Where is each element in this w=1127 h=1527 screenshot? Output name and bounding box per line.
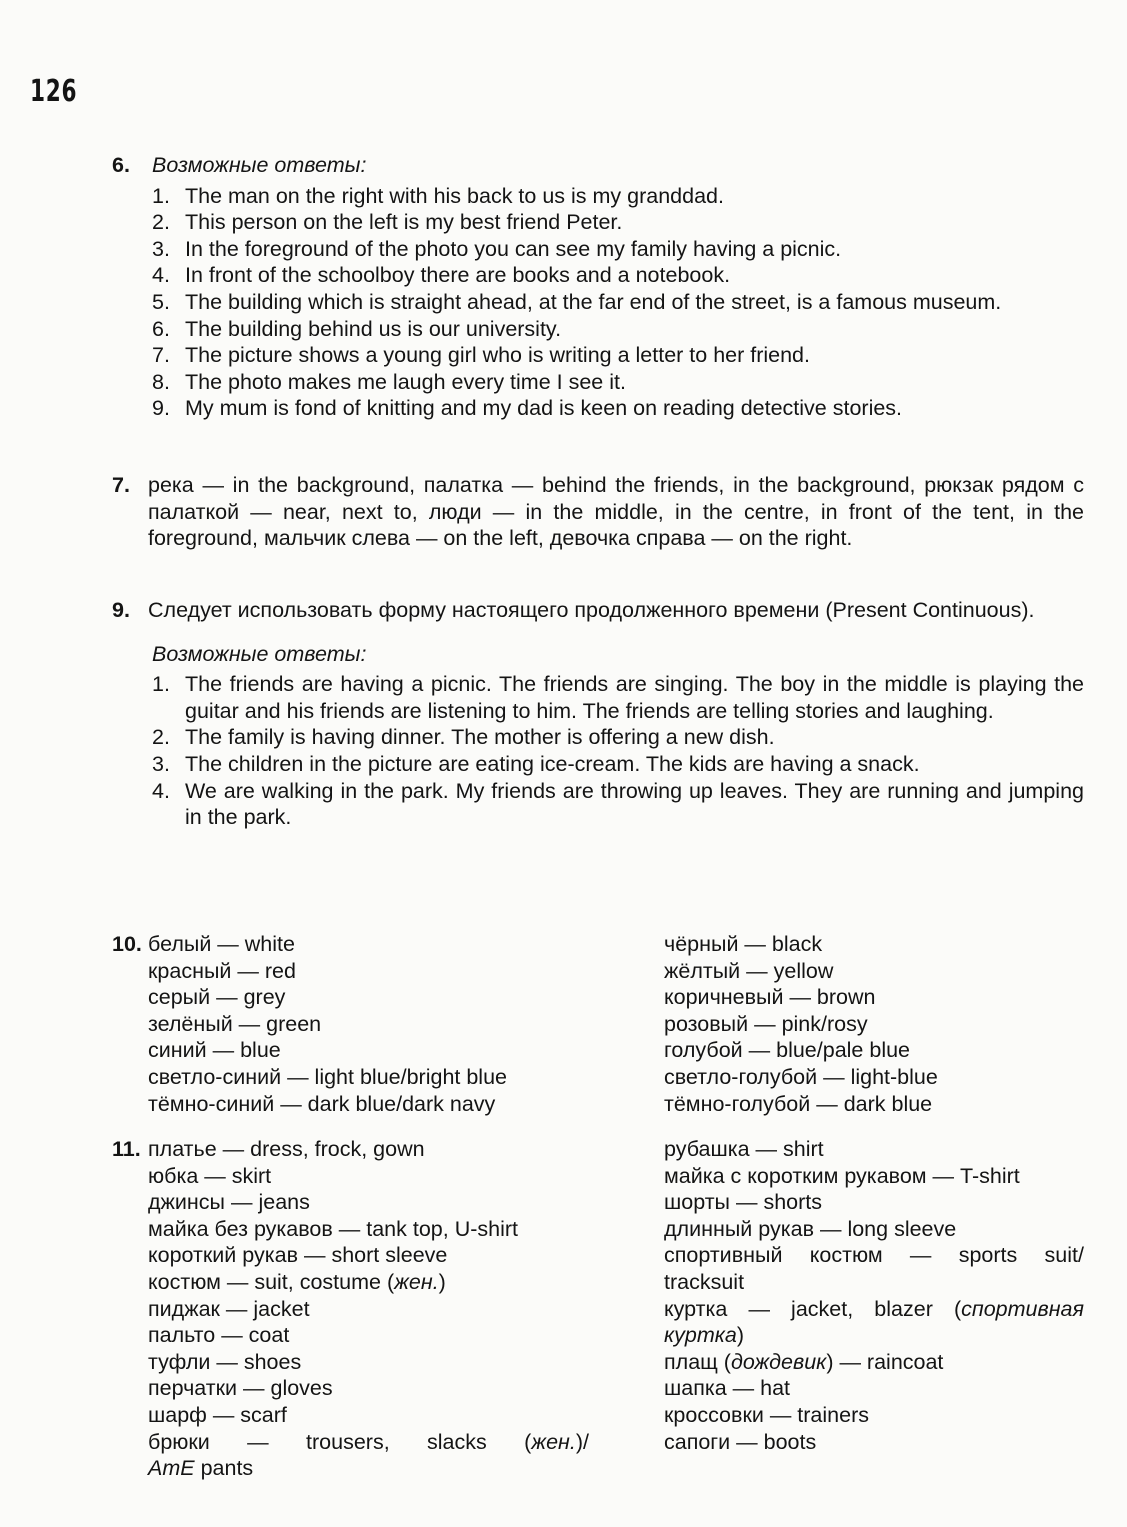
vocab-entry: джинсы — jeans — [148, 1190, 310, 1215]
answer-text: The children in the picture are eating ice-cream. The kids are having a snack. — [185, 751, 920, 776]
vocab-entry: голубой — blue/pale blue — [664, 1038, 911, 1063]
item-number: 3. — [152, 751, 170, 776]
answer-list — [148, 671, 1084, 831]
item-number: 1. — [152, 672, 170, 697]
answer-item — [148, 369, 1084, 396]
answer-item — [148, 289, 1084, 316]
vocab-entry: шапка — hat — [664, 1376, 791, 1401]
answer-item — [148, 395, 1084, 422]
vocab-entry: рубашка — shirt — [664, 1137, 824, 1161]
vocab-entry: шарф — scarf — [148, 1402, 287, 1427]
item-number: 2. — [152, 725, 170, 750]
vocab-entry: платье — dress, frock, gown — [148, 1137, 425, 1161]
vocab-entry: майка без рукавов — tank top, U-shirt — [148, 1216, 519, 1241]
vocab-entry: сапоги — boots — [664, 1429, 817, 1454]
item-number: 6. — [152, 316, 170, 341]
vocab-entry: чёрный — black — [664, 932, 823, 956]
item-number: 7. — [152, 343, 170, 368]
answer-item — [148, 316, 1084, 343]
item-number: 9. — [152, 396, 170, 421]
colors-right-column — [664, 931, 1084, 1117]
exercise-number: 6. — [112, 153, 130, 177]
answer-text: The family is having dinner. The mother is offering a new dish. — [185, 725, 775, 750]
clothes-right-column — [664, 1136, 1084, 1482]
item-number: 3. — [152, 236, 170, 261]
answer-text: This person on the left is my best friend Peter. — [185, 210, 623, 235]
item-number: 5. — [152, 289, 170, 314]
answer-text: The building behind us is our university. — [185, 316, 562, 341]
vocab-entry: туфли — shoes — [148, 1349, 302, 1374]
answer-list — [148, 183, 1084, 422]
answer-item — [148, 236, 1084, 263]
answer-item — [148, 671, 1084, 724]
item-number: 4. — [152, 263, 170, 288]
vocab-entry: пиджак — jacket — [148, 1296, 310, 1321]
vocab-entry: тёмно-синий — dark blue/dark navy — [148, 1091, 496, 1116]
vocab-entry: костюм — suit, costume (жен.) — [148, 1269, 446, 1294]
exercise-intro: Следует использовать форму настоящего продолженного времени (Present Continuous). — [148, 598, 1035, 622]
vocab-entry: куртка — jacket, blazer (спортивная куртка) — [664, 1296, 1084, 1348]
vocab-entry: брюки — trousers, slacks (жен.)/ — [148, 1429, 589, 1454]
clothes-left-column — [148, 1136, 664, 1482]
exercise-number: 10. — [112, 932, 142, 956]
answer-text: The man on the right with his back to us is my granddad. — [185, 183, 724, 208]
answer-text: My mum is fond of knitting and my dad is keen on reading detective stories. — [185, 396, 903, 421]
exercise-number: 9. — [112, 598, 130, 622]
exercise-text: река — in the background, палатка — behind the friends, in the background, рюкзак рядом с палаткой — near, next to, люди — in the middle, in the centre, in front of the tent, in the foreground, мальчик слева — on the left, девочка справа — on the right. — [148, 473, 1084, 551]
vocab-entry: красный — red — [148, 958, 296, 983]
page-number: 126 — [30, 74, 78, 109]
vocab-entry: шорты — shorts — [664, 1190, 822, 1215]
answer-item — [148, 724, 1084, 751]
answer-text: In the foreground of the photo you can see my family having a picnic. — [185, 236, 842, 261]
answer-item — [148, 209, 1084, 236]
item-number: 1. — [152, 183, 170, 208]
exercise-10 — [112, 931, 1084, 1117]
answer-text: We are walking in the park. My friends are throwing up leaves. They are running and jumping in the park. — [185, 778, 1084, 830]
vocab-entry: светло-синий — light blue/bright blue — [148, 1064, 507, 1089]
answer-item — [148, 183, 1084, 210]
vocab-entry: короткий рукав — short sleeve — [148, 1243, 448, 1268]
answer-text: The friends are having a picnic. The friends are singing. The boy in the middle is playing the guitar and his friends are listening to him. The friends are telling stories and laughing. — [185, 672, 1084, 723]
possible-answers-label: Возможные ответы: — [152, 153, 367, 177]
answer-text: The picture shows a young girl who is writing a letter to her friend. — [185, 343, 810, 368]
vocab-entry: синий — blue — [148, 1038, 281, 1063]
vocab-entry: майка с коротким рукавом — T-shirt — [664, 1163, 1020, 1188]
vocab-entry: плащ (дождевик) — raincoat — [664, 1349, 944, 1374]
exercise-number: 11. — [112, 1137, 141, 1161]
vocab-entry: светло-голубой — light-blue — [664, 1064, 938, 1089]
vocab-entry: юбка — skirt — [148, 1163, 272, 1188]
answer-text: In front of the schoolboy there are books and a notebook. — [185, 263, 731, 288]
exercise-number: 7. — [112, 473, 130, 497]
vocab-entry: тёмно-голубой — dark blue — [664, 1091, 933, 1116]
exercise-6 — [112, 152, 1084, 422]
item-number: 4. — [152, 778, 170, 803]
colors-left-column — [148, 931, 664, 1117]
item-number: 2. — [152, 210, 170, 235]
exercise-9 — [112, 597, 1084, 831]
vocab-entry: длинный рукав — long sleeve — [664, 1216, 957, 1241]
vocab-entry: зелёный — green — [148, 1011, 322, 1036]
answer-text: The building which is straight ahead, at the far end of the street, is a famous museum. — [185, 289, 1002, 314]
vocab-entry: пальто — coat — [148, 1323, 290, 1348]
vocab-entry: перчатки — gloves — [148, 1376, 333, 1401]
vocab-entry: коричневый — brown — [664, 985, 876, 1010]
vocab-entry: кроссовки — trainers — [664, 1402, 869, 1427]
answer-item — [148, 262, 1084, 289]
vocab-entry: жёлтый — yellow — [664, 958, 834, 983]
answer-text: The photo makes me laugh every time I see it. — [185, 369, 626, 394]
vocab-entry: tracksuit — [664, 1269, 745, 1294]
exercise-7 — [112, 472, 1084, 552]
vocab-entry: спортивный костюм — sports suit/ — [664, 1243, 1084, 1268]
item-number: 8. — [152, 369, 170, 394]
exercise-11 — [112, 1136, 1084, 1482]
vocab-entry: белый — white — [148, 932, 295, 956]
answer-item — [148, 778, 1084, 831]
answer-item — [148, 751, 1084, 778]
vocab-entry: AmE pants — [148, 1456, 254, 1481]
vocab-entry: серый — grey — [148, 985, 286, 1010]
answer-item — [148, 342, 1084, 369]
possible-answers-label: Возможные ответы: — [152, 641, 367, 666]
vocab-entry: розовый — pink/rosy — [664, 1011, 868, 1036]
